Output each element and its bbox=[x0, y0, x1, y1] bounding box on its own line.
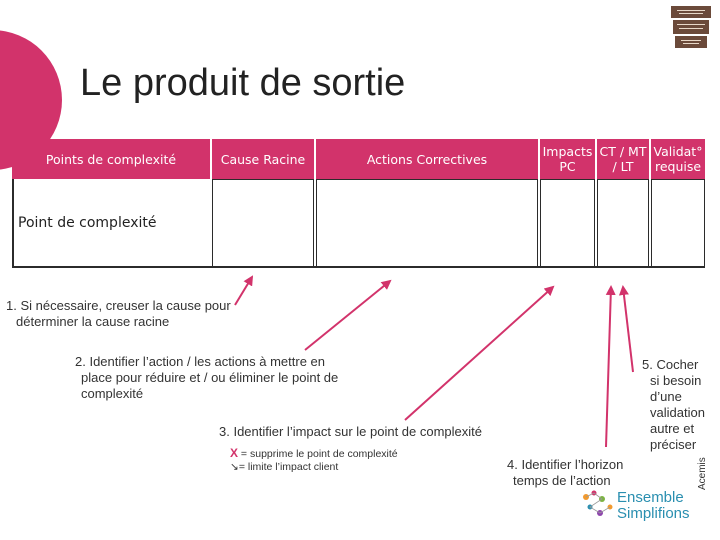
note-5-line-1: 5. Cocher bbox=[642, 357, 699, 372]
note-step-1 bbox=[6, 298, 231, 330]
note-4-line-1: 4. Identifier l’horizon bbox=[507, 457, 624, 472]
header-validat-label-1: Validat° bbox=[653, 144, 703, 159]
note-step-5 bbox=[642, 357, 705, 453]
note-5-line-5: autre et bbox=[650, 421, 695, 436]
brand-line-2: Simplifions bbox=[617, 505, 690, 522]
brand-name bbox=[617, 490, 690, 522]
note-2-line-3: complexité bbox=[81, 386, 144, 401]
header-validat-label-2: requise bbox=[654, 159, 702, 174]
legend-x-text: = supprime le point de complexité bbox=[238, 448, 398, 460]
arrow-2 bbox=[305, 281, 390, 350]
note-2-line-2: place pour réduire et / ou éliminer le point de bbox=[81, 370, 339, 385]
header-points-label: Points de complexité bbox=[45, 151, 177, 167]
brand-logo-icon bbox=[580, 487, 618, 523]
legend-row-x bbox=[230, 447, 398, 461]
header-impacts-label-2: PC bbox=[559, 159, 576, 174]
legend-row-arrow bbox=[230, 461, 398, 474]
note-5-line-4: validation bbox=[650, 405, 705, 420]
brand-line-1: Ensemble bbox=[617, 489, 684, 506]
note-5-line-6: préciser bbox=[650, 437, 697, 452]
note-1-line-2: déterminer la cause racine bbox=[16, 314, 170, 329]
note-step-4 bbox=[507, 457, 623, 489]
note-1-line-1: 1. Si nécessaire, creuser la cause pour bbox=[6, 298, 231, 313]
note-step-2 bbox=[75, 354, 338, 402]
legend-x-symbol: X bbox=[230, 446, 239, 460]
note-step-3: 3. Identifier l’impact sur le point de complexité bbox=[219, 424, 483, 439]
header-impacts-label-1: Impacts bbox=[542, 144, 593, 159]
header-actions-label: Actions Correctives bbox=[366, 151, 488, 167]
note-2-line-1: 2. Identifier l’action / les actions à mettre en bbox=[75, 354, 326, 369]
arrow-1 bbox=[235, 277, 252, 305]
legend bbox=[230, 447, 398, 474]
header-ct-label-1: CT / MT bbox=[599, 144, 647, 159]
arrow-3 bbox=[405, 287, 553, 420]
header-ct-label-2: / LT bbox=[612, 159, 634, 174]
legend-arrow-icon: ↘ bbox=[230, 461, 239, 473]
note-4-line-2: temps de l’action bbox=[513, 473, 611, 488]
arrow-5 bbox=[623, 287, 633, 372]
note-5-line-3: d’une bbox=[650, 389, 682, 404]
header-cause-label: Cause Racine bbox=[220, 151, 306, 167]
legend-arrow-text: = limite l’impact client bbox=[238, 461, 339, 473]
arrow-4 bbox=[606, 287, 611, 447]
row-label-point-de-complexite: Point de complexité bbox=[18, 215, 157, 231]
page-title: Le produit de sortie bbox=[80, 62, 406, 104]
note-5-line-2: si besoin bbox=[650, 373, 702, 388]
vertical-label: Acemis bbox=[697, 457, 708, 490]
